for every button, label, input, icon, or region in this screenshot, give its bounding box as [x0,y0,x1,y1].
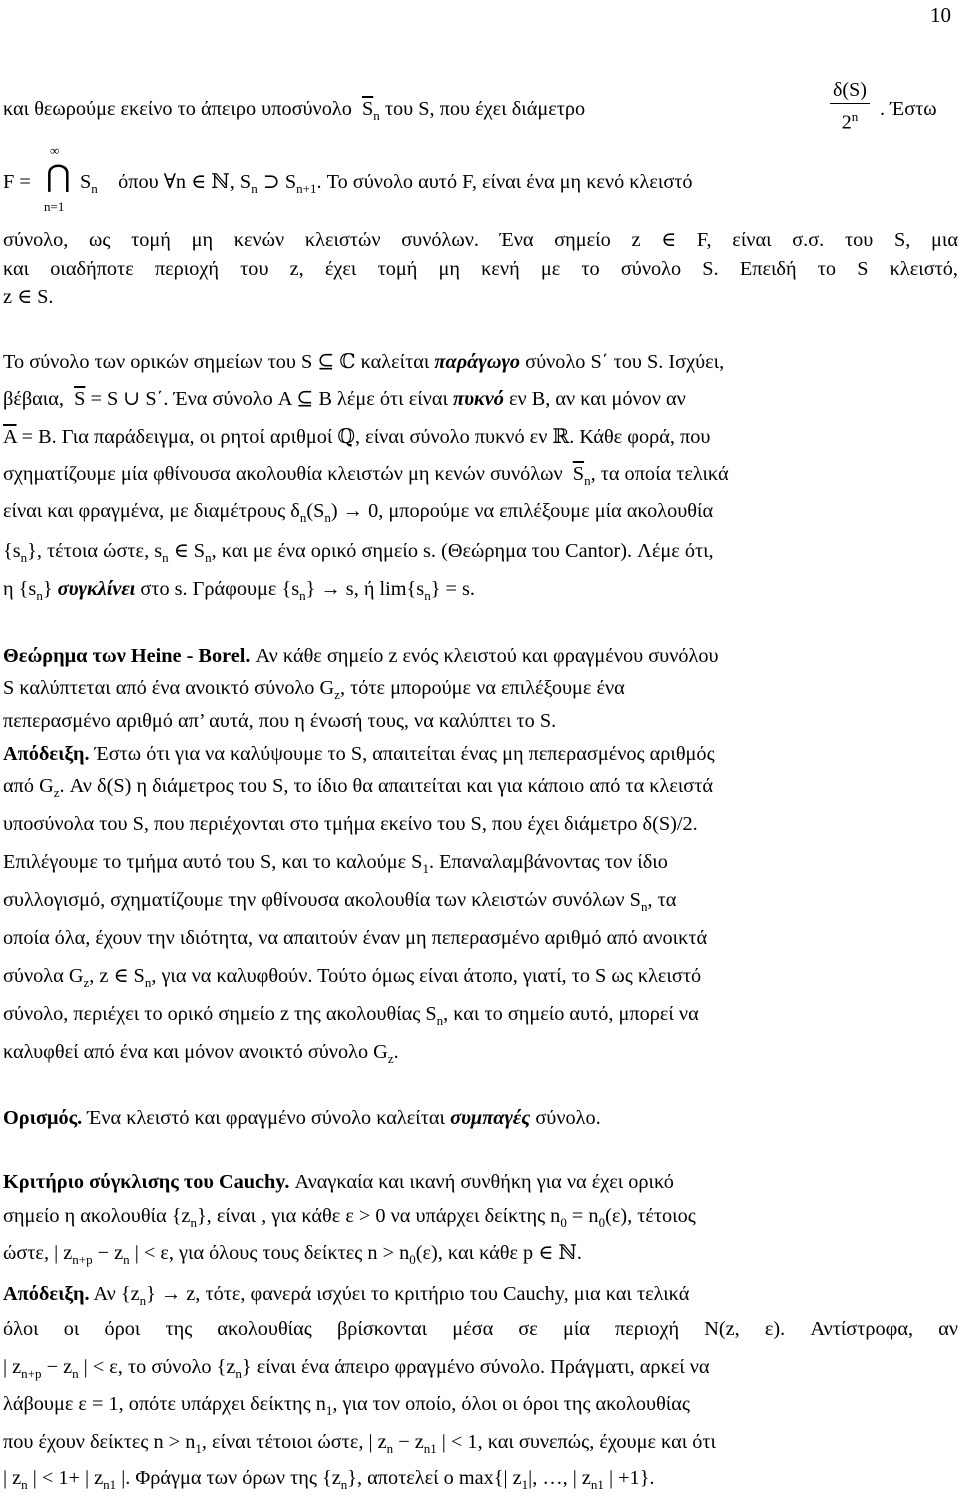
text-line: σύνολο, περιέχει το ορικό σημείο z της ακολουθίας $S_n$, και το σημείο αυτό, μπορεί να [3,1003,699,1028]
text-line: F = [3,171,31,193]
fraction: $\frac{\delta(S)}{2^n}$ [830,78,870,136]
text-line: | $z_n$ | < 1+ | $z_{n1}$ |. Φράγμα των όρων της $\{z_n\}$, αποτελεί ο max{| $z_1|$, …, | $z_{n1}$ | +1}. [3,1467,655,1492]
text-line: και οιαδήποτε περιοχή του z, έχει τομή μη κενή με το σύνολο S. Επειδή το S κλειστό, [3,258,958,280]
text-line: Ορισμός. Ένα κλειστό και φραγμένο σύνολο καλείται συμπαγές σύνολο. [3,1107,601,1129]
text-line: Απόδειξη. Έστω ότι για να καλύψουμε το S, απαιτείται ένας μη πεπερασμένος αριθμός [3,743,715,765]
text-line: καλυφθεί από ένα και μόνον ανοικτό σύνολο $G_z$. [3,1041,399,1066]
text-line: από $G_z$. Αν δ(S) η διάμετρος του S, το ίδιο θα απαιτείται και για κάποιο από τα κλειστά [3,775,714,800]
text-line: σύνολο, ως τομή μη κενών κλειστών συνόλων. Ένα σημείο z ∈ F, είναι σ.σ. του S, μια [3,229,958,251]
text-line: . Έστω [880,98,937,120]
text-line: σχηματίζουμε μία φθίνουσα ακολουθία κλειστών μη κενών συνόλων $\overline{S}_n$, τα οποία τελικά [3,463,729,488]
text-line: $\overline{A} = B$. Για παράδειγμα, οι ρητοί αριθμοί ℚ, είναι σύνολο πυκνό εν ℝ. Κάθε φορά, που [3,426,711,448]
text-line: βέβαια, $\overline{S} = S$ ∪ S΄. Ένα σύνολο A ⊆ B λέμε ότι είναι πυκνό εν B, αν και μόνον αν [3,388,686,410]
text-line: και θεωρούμε εκείνο το άπειρο υποσύνολο $\overline{S}_n$ του S, που έχει διάμετρο [3,98,586,123]
intersection-symbol: ⋂ [46,160,71,193]
text-line: πεπερασμένο αριθμό απ’ αυτά, που η ένωσή τους, να καλύπτει το S. [3,710,557,732]
text-line: είναι και φραγμένα, με διαμέτρους $\delta_n(S_n) \to 0$, μπορούμε να επιλέξουμε μία ακολουθία [3,500,714,525]
text-line: σημείο η ακολουθία $\{z_n\}$, είναι , για κάθε ε > 0 να υπάρχει δείκτης $n_0 = n_0(\varepsilon)$, τέτοιος [3,1205,696,1230]
text-line: λάβουμε ε = 1, οπότε υπάρχει δείκτης $n_1$, για τον οποίο, όλοι οι όροι της ακολουθίας [3,1393,690,1418]
text-line: οποία όλα, έχουν την ιδιότητα, να απαιτούν έναν μη πεπερασμένο αριθμό από ανοικτά [3,927,708,949]
lower-limit: n=1 [44,199,65,214]
text-line: Κριτήριο σύγκλισης του Cauchy. Αναγκαία και ικανή συνθήκη για να έχει ορικό [3,1171,674,1193]
text-line: όλοι οι όροι της ακολουθίας βρίσκονται μέσα σε μία περιοχή N(z, ε). Αντίστροφα, αν [3,1318,958,1340]
page-number: 10 [930,3,951,27]
text-line: Το σύνολο των ορικών σημείων του S ⊆ ℂ καλείται παράγωγο σύνολο S΄ του S. Ισχύει, [3,351,725,373]
text-line: σύνολα $G_z$, z ∈ $S_n$, για να καλυφθούν. Τούτο όμως είναι άτοπο, γιατί, το S ως κλειστό [3,965,702,990]
text-line: ώστε, | $z_{n+p} - z_n$ | < ε, για όλους τους δείκτες $n > n_0(\varepsilon)$, και κάθε p ∈ ℕ. [3,1242,582,1267]
text-line: | $z_{n+p} - z_n$ | < ε, το σύνολο $\{z_n\}$ είναι ένα άπειρο φραγμένο σύνολο. Πράγματι, αρκεί να [3,1356,710,1381]
text-line: υποσύνολα του S, που περιέχονται στο τμήμα εκείνο του S, που έχει διάμετρο δ(S)/2. [3,813,698,835]
text-line: Επιλέγουμε το τμήμα αυτό του S, και το καλούμε $S_1$. Επαναλαμβάνοντας τον ίδιο [3,851,668,876]
text-line: Απόδειξη. Αν $\{z_n\} \to z$, τότε, φανερά ισχύει το κριτήριο του Cauchy, μια και τελικά [3,1283,690,1308]
text-line: που έχουν δείκτες $n > n_1$, είναι τέτοιοι ώστε, | $z_n - z_{n1}$ | < 1, και συνεπώς, έχουμε και ότι [3,1431,716,1456]
upper-limit: ∞ [50,143,60,158]
text-line: συλλογισμό, σχηματίζουμε την φθίνουσα ακολουθία των κλειστών συνόλων $S_n$, τα [3,889,677,914]
text-line: η $\{s_n\}$ συγκλίνει στο s. Γράφουμε $\{s_n\} \to s$, ή $\lim\{s_n\} = s$. [3,578,475,603]
text-line: $S_n$ όπου ∀n ∈ ℕ, $S_n$ ⊃ $S_{n+1}$. Το σύνολο αυτό F, είναι ένα μη κενό κλειστό [80,171,693,196]
text-line: Θεώρημα των Heine - Borel. Αν κάθε σημείο z ενός κλειστού και φραγμένου συνόλου [3,645,719,667]
text-line: z ∈ S. [3,286,54,308]
text-line: $\{s_n\}$, τέτοια ώστε, $s_n$ ∈ $S_n$, και με ένα ορικό σημείο s. (Θεώρημα του Cantor). Λέμε ότι, [3,540,714,565]
text-line: S καλύπτεται από ένα ανοικτό σύνολο $G_z$, τότε μπορούμε να επιλέξουμε ένα [3,677,625,702]
